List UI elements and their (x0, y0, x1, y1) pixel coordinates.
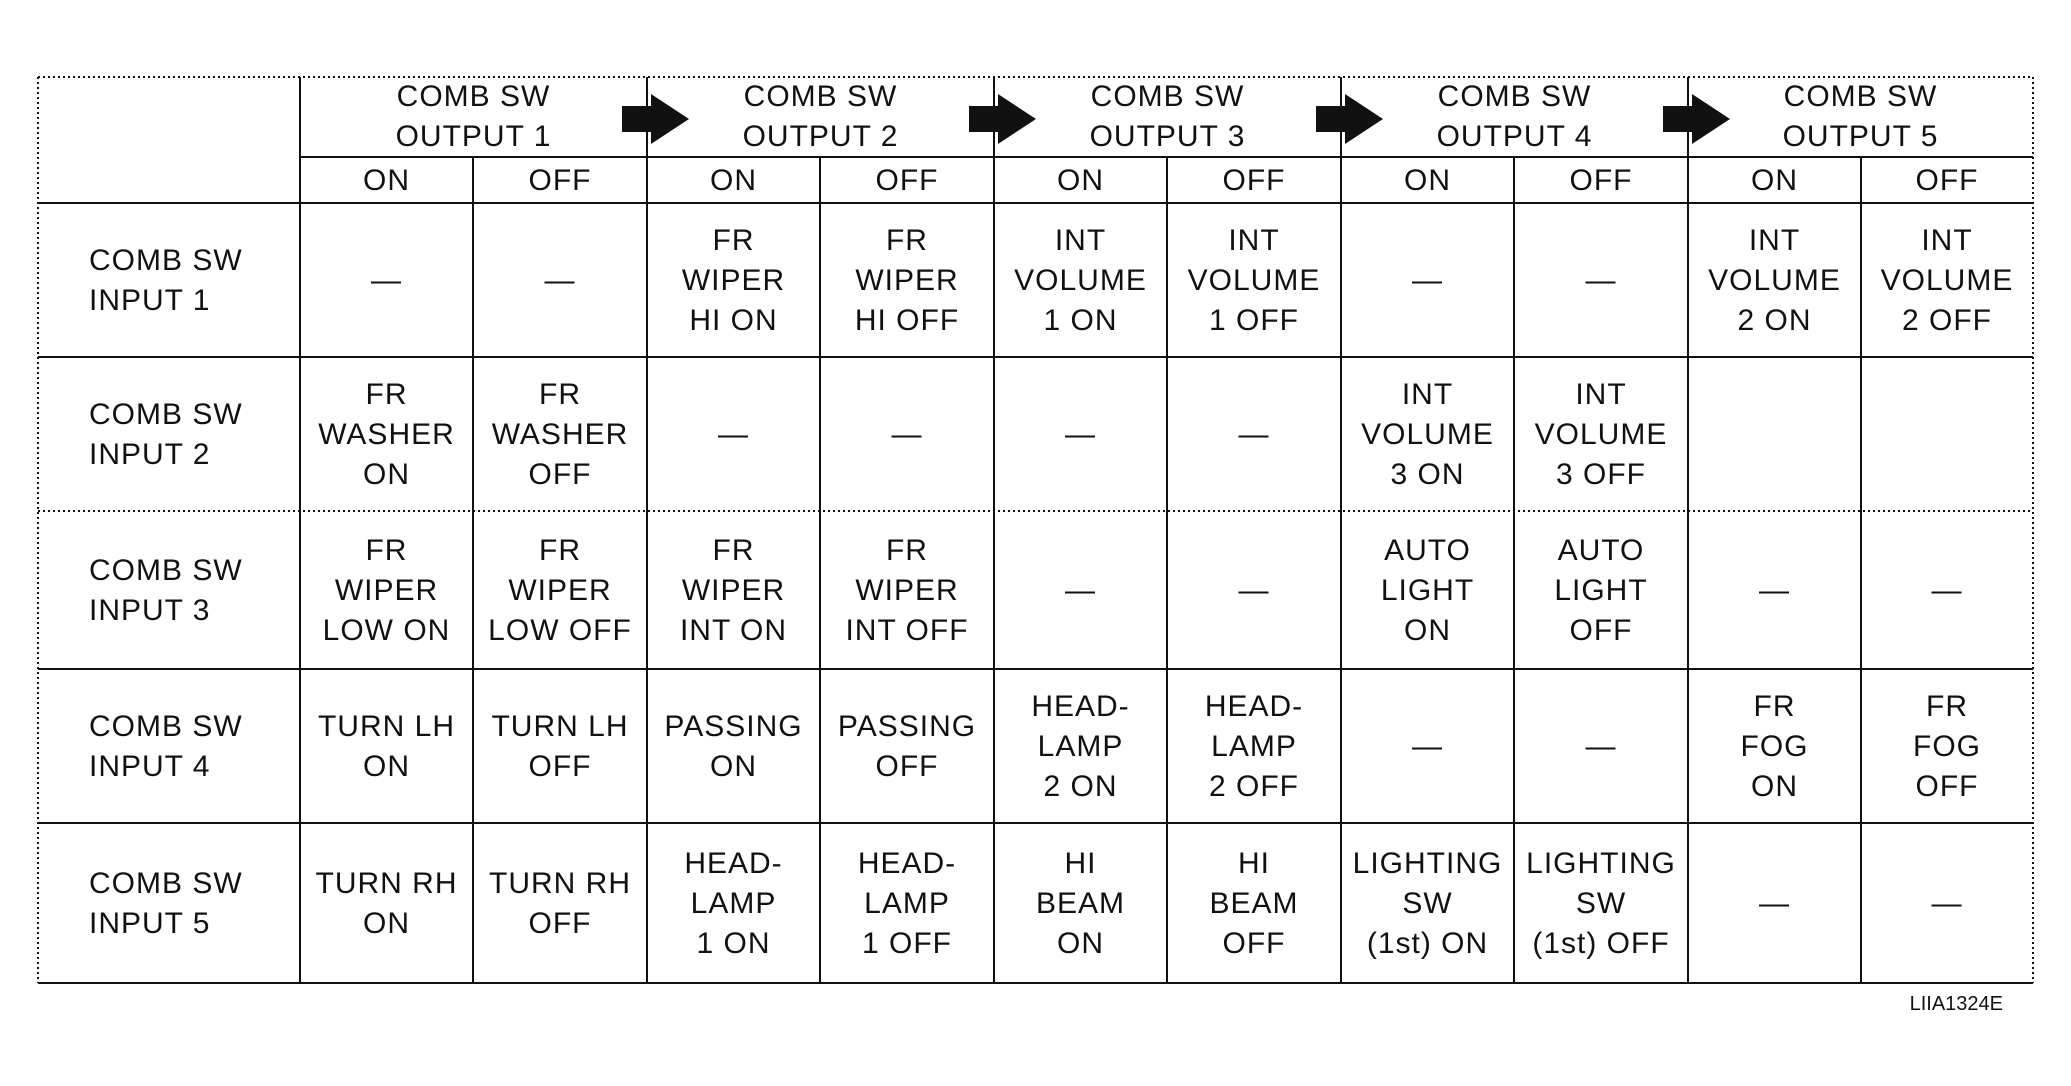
matrix-cell: — (1759, 573, 1790, 607)
matrix-cell: HEAD- LAMP 2 OFF (1204, 689, 1304, 803)
matrix-cell: — (1412, 729, 1443, 763)
output-header-2: COMB SW OUTPUT 2 (742, 80, 899, 153)
matrix-cell: TURN RH OFF (489, 866, 631, 940)
matrix-cell: HI BEAM ON (1035, 846, 1126, 960)
matrix-cell: FR WIPER LOW ON (322, 533, 451, 647)
output-header-3: COMB SW OUTPUT 3 (1089, 80, 1246, 153)
matrix-cell: — (1931, 886, 1963, 920)
matrix-cell: — (1412, 263, 1443, 297)
matrix-cell: INT VOLUME 2 ON (1708, 223, 1841, 337)
row-label-input-3: COMB SW INPUT 3 (89, 553, 243, 627)
matrix-cell (1861, 358, 2033, 511)
matrix-cell: — (1065, 417, 1096, 451)
matrix-cell: AUTO LIGHT ON (1380, 533, 1475, 647)
row-label-input-4: COMB SW INPUT 4 (89, 709, 243, 783)
matrix-cell: — (1065, 573, 1096, 607)
matrix-cell: FR WIPER HI OFF (854, 223, 960, 337)
row-label-input-5: COMB SW INPUT 5 (89, 866, 243, 940)
state-label: OFF (1569, 163, 1633, 197)
matrix-cell: HI BEAM OFF (1209, 846, 1299, 960)
matrix-cell: — (1585, 263, 1617, 297)
matrix-cell: FR WASHER ON (318, 377, 455, 491)
matrix-cell: — (1759, 886, 1790, 920)
matrix-cell: — (371, 263, 402, 297)
state-label: OFF (1915, 163, 1979, 197)
matrix-cell: HEAD- LAMP 2 ON (1031, 689, 1130, 803)
state-label: ON (1404, 163, 1451, 197)
matrix-cell: — (718, 417, 749, 451)
state-label: ON (1057, 163, 1104, 197)
matrix-cell: — (1931, 573, 1963, 607)
matrix-cell: FR WASHER OFF (491, 377, 629, 491)
state-label: ON (1751, 163, 1798, 197)
row-label-input-2: COMB SW INPUT 2 (89, 397, 243, 471)
matrix-cell: PASSING ON (664, 709, 803, 783)
matrix-cell: INT VOLUME 1 ON (1014, 223, 1147, 337)
output-header-4: COMB SW OUTPUT 4 (1436, 80, 1593, 153)
output-header-5: COMB SW OUTPUT 5 (1782, 80, 1939, 153)
matrix-cell: INT VOLUME 3 OFF (1534, 377, 1668, 491)
output-header-1: COMB SW OUTPUT 1 (395, 80, 552, 153)
matrix-cell: FR WIPER INT ON (679, 533, 788, 647)
matrix-cell: FR WIPER LOW OFF (488, 533, 632, 647)
matrix-cell: FR WIPER INT OFF (845, 533, 969, 647)
state-label: OFF (1222, 163, 1286, 197)
matrix-cell: INT VOLUME 3 ON (1361, 377, 1494, 491)
matrix-cell: PASSING OFF (837, 709, 977, 783)
matrix-cell: AUTO LIGHT OFF (1554, 533, 1648, 647)
matrix-cell: — (544, 263, 576, 297)
matrix-cell: HEAD- LAMP 1 ON (684, 846, 783, 960)
state-label: OFF (528, 163, 592, 197)
matrix-cell: — (891, 417, 923, 451)
matrix-cell: LIGHTING SW (1st) OFF (1526, 846, 1676, 960)
matrix-cell: INT VOLUME 1 OFF (1187, 223, 1321, 337)
state-label: OFF (875, 163, 939, 197)
matrix-cell: TURN LH ON (317, 709, 455, 783)
matrix-cell: TURN LH OFF (491, 709, 629, 783)
matrix-cell: TURN RH ON (315, 866, 458, 940)
figure-code: LIIA1324E (1909, 993, 2003, 1015)
row-label-input-1: COMB SW INPUT 1 (89, 243, 243, 317)
matrix-cell: FR FOG ON (1740, 689, 1809, 803)
state-label: ON (710, 163, 757, 197)
matrix-cell: FR FOG OFF (1913, 689, 1981, 803)
matrix-cell: — (1585, 729, 1617, 763)
matrix-cell: — (1238, 573, 1270, 607)
state-label: ON (363, 163, 410, 197)
matrix-cell: INT VOLUME 2 OFF (1880, 223, 2014, 337)
matrix-cell: HEAD- LAMP 1 OFF (857, 846, 957, 960)
matrix-cell: LIGHTING SW (1st) ON (1352, 846, 1503, 960)
matrix-cell (1688, 358, 1861, 511)
matrix-cell: — (1238, 417, 1270, 451)
matrix-cell: FR WIPER HI ON (681, 223, 786, 337)
